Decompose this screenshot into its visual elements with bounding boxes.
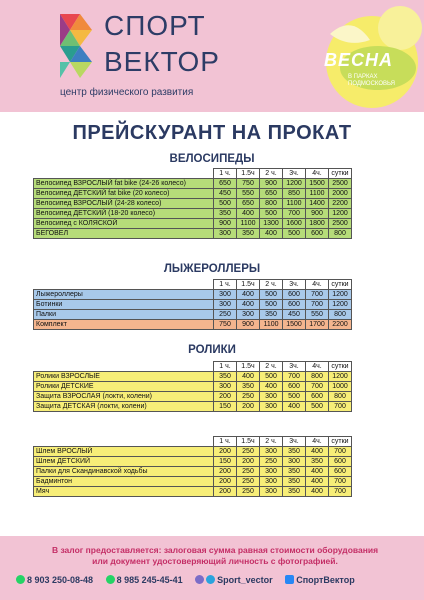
price-cell: 650: [237, 199, 260, 209]
column-header: сутки: [329, 437, 352, 447]
column-header: 1 ч.: [214, 362, 237, 372]
deposit-note-line2: или документ удостоверяющий личность с фотографией.: [92, 556, 338, 566]
column-header: 3ч.: [283, 169, 306, 179]
header-blank: [34, 280, 214, 290]
price-cell: 150: [214, 402, 237, 412]
column-header: 1.5ч: [237, 169, 260, 179]
column-header: 1.5ч: [237, 437, 260, 447]
item-name: Лыжероллеры: [34, 290, 214, 300]
table-row: [34, 447, 352, 457]
header-banner: [0, 0, 424, 112]
price-cell: 500: [214, 199, 237, 209]
section-title-bikes: ВЕЛОСИПЕДЫ: [169, 153, 255, 165]
price-cell: 800: [329, 310, 352, 320]
price-cell: 800: [329, 392, 352, 402]
item-name: Велосипед ВЗРОСЛЫЙ (24-28 колесо): [34, 199, 214, 209]
price-cell: 850: [283, 189, 306, 199]
price-cell: 900: [237, 320, 260, 330]
price-cell: 250: [260, 457, 283, 467]
price-cell: 1500: [306, 179, 329, 189]
column-header: 1 ч.: [214, 280, 237, 290]
price-cell: 1800: [306, 219, 329, 229]
price-cell: 600: [306, 392, 329, 402]
column-header: 1.5ч: [237, 280, 260, 290]
price-cell: 300: [214, 290, 237, 300]
price-cell: 650: [260, 189, 283, 199]
price-cell: 700: [283, 372, 306, 382]
price-cell: 300: [260, 402, 283, 412]
price-cell: 1500: [283, 320, 306, 330]
price-cell: 500: [283, 229, 306, 239]
price-cell: 400: [260, 229, 283, 239]
table-row: [34, 219, 352, 229]
price-cell: 1200: [329, 209, 352, 219]
table-header-row: [34, 280, 352, 290]
price-cell: 2500: [329, 219, 352, 229]
item-name: Шлем ВРОСЛЫЙ: [34, 447, 214, 457]
price-cell: 300: [214, 382, 237, 392]
price-cell: 200: [214, 487, 237, 497]
price-cell: 1200: [329, 290, 352, 300]
item-name: Защита ВЗРОСЛАЯ (локти, колени): [34, 392, 214, 402]
price-cell: 350: [260, 310, 283, 320]
item-name: Ролики ДЕТСКИЕ: [34, 382, 214, 392]
price-cell: 900: [260, 179, 283, 189]
table-row: [34, 467, 352, 477]
event-title: ВЕСНА: [324, 50, 394, 70]
table-header-row: [34, 362, 352, 372]
table-row: [34, 392, 352, 402]
price-cell: 1200: [329, 300, 352, 310]
telegram-text: Sport_vector: [217, 575, 273, 585]
price-cell: 300: [260, 477, 283, 487]
item-name: Велосипед ДЕТСКИЙ fat bike (20 колесо): [34, 189, 214, 199]
price-cell: 600: [329, 467, 352, 477]
price-cell: 750: [214, 320, 237, 330]
price-cell: 200: [214, 477, 237, 487]
item-name: Ролики ВЗРОСЛЫЕ: [34, 372, 214, 382]
phone1-text: 8 903 250-08-48: [27, 575, 94, 585]
item-name: Велосипед ВЗРОСЛЫЙ fat bike (24-26 колесо): [34, 179, 214, 189]
deposit-note: [30, 545, 400, 567]
price-cell: 2000: [329, 189, 352, 199]
table-row: [34, 209, 352, 219]
vk-text: СпортВектор: [296, 575, 355, 585]
price-cell: 350: [237, 382, 260, 392]
table-row: [34, 487, 352, 497]
price-cell: 700: [306, 382, 329, 392]
price-cell: 900: [306, 209, 329, 219]
price-cell: 300: [214, 300, 237, 310]
column-header: 1 ч.: [214, 437, 237, 447]
price-cell: 450: [283, 310, 306, 320]
price-cell: 300: [260, 487, 283, 497]
price-cell: 2200: [329, 320, 352, 330]
column-header: 3ч.: [283, 280, 306, 290]
item-name: Велосипед ДЕТСКИЙ (18-20 колесо): [34, 209, 214, 219]
price-cell: 150: [214, 457, 237, 467]
brand-name-line2: ВЕКТОР: [104, 46, 220, 77]
price-cell: 500: [260, 209, 283, 219]
price-cell: 200: [214, 447, 237, 457]
price-cell: 600: [283, 382, 306, 392]
price-cell: 350: [283, 487, 306, 497]
whatsapp-icon: [106, 575, 115, 584]
misc-table: [33, 436, 352, 497]
column-header: 4ч.: [306, 280, 329, 290]
contact-telegram[interactable]: [195, 575, 273, 585]
price-cell: 800: [329, 229, 352, 239]
event-subtitle-line2: ПОДМОСКОВЬЯ: [348, 81, 396, 87]
table-header-row: [34, 169, 352, 179]
column-header: сутки: [329, 169, 352, 179]
table-row: [34, 189, 352, 199]
price-cell: 1000: [329, 382, 352, 392]
column-header: 2 ч.: [260, 280, 283, 290]
price-cell: 1600: [283, 219, 306, 229]
contact-phone2[interactable]: [106, 575, 183, 585]
price-cell: 450: [214, 189, 237, 199]
price-cell: 1400: [306, 199, 329, 209]
whatsapp-icon: [16, 575, 25, 584]
price-cell: 500: [283, 392, 306, 402]
price-cell: 250: [237, 477, 260, 487]
column-header: 2 ч.: [260, 169, 283, 179]
bikes-table: [33, 168, 352, 239]
table-row: [34, 290, 352, 300]
price-cell: 2500: [329, 179, 352, 189]
price-cell: 700: [329, 487, 352, 497]
price-cell: 500: [260, 290, 283, 300]
price-cell: 700: [283, 209, 306, 219]
price-cell: 350: [214, 372, 237, 382]
table-row: [34, 229, 352, 239]
header-blank: [34, 169, 214, 179]
column-header: 3ч.: [283, 362, 306, 372]
item-name: Палки: [34, 310, 214, 320]
item-name: Мяч: [34, 487, 214, 497]
table-row: [34, 300, 352, 310]
price-cell: 2200: [329, 199, 352, 209]
price-cell: 400: [237, 372, 260, 382]
section-title-rollers: РОЛИКИ: [188, 344, 236, 356]
price-cell: 400: [237, 300, 260, 310]
price-cell: 700: [329, 447, 352, 457]
price-cell: 550: [306, 310, 329, 320]
price-cell: 650: [214, 179, 237, 189]
price-cell: 300: [214, 229, 237, 239]
price-cell: 400: [237, 290, 260, 300]
contacts-bar: [16, 575, 416, 585]
price-cell: 200: [237, 457, 260, 467]
price-cell: 600: [283, 300, 306, 310]
price-cell: 200: [237, 402, 260, 412]
deposit-note-line1: В залог предоставляется: залоговая сумма равная стоимости оборудования: [51, 545, 379, 555]
phone2-text: 8 985 245-45-41: [116, 575, 183, 585]
table-row: [34, 477, 352, 487]
price-cell: 900: [214, 219, 237, 229]
table-row: [34, 372, 352, 382]
table-row: [34, 199, 352, 209]
header-blank: [34, 362, 214, 372]
price-cell: 250: [214, 310, 237, 320]
column-header: сутки: [329, 280, 352, 290]
price-cell: 550: [237, 189, 260, 199]
price-cell: 600: [329, 457, 352, 467]
price-cell: 200: [214, 467, 237, 477]
item-name: Палки для Скандинавской ходьбы: [34, 467, 214, 477]
item-name: БЕГОВЕЛ: [34, 229, 214, 239]
price-cell: 250: [237, 487, 260, 497]
column-header: сутки: [329, 362, 352, 372]
column-header: 3ч.: [283, 437, 306, 447]
price-cell: 750: [237, 179, 260, 189]
brand-name-line1: СПОРТ: [104, 10, 206, 41]
event-subtitle-line1: В ПАРКАХ: [348, 74, 378, 80]
price-cell: 1200: [329, 372, 352, 382]
price-cell: 300: [283, 457, 306, 467]
price-cell: 1100: [260, 320, 283, 330]
price-cell: 400: [306, 467, 329, 477]
price-cell: 400: [306, 487, 329, 497]
column-header: 2 ч.: [260, 362, 283, 372]
price-cell: 350: [283, 477, 306, 487]
price-cell: 1100: [306, 189, 329, 199]
price-cell: 200: [214, 392, 237, 402]
contact-vk[interactable]: [285, 575, 355, 585]
price-cell: 250: [237, 467, 260, 477]
item-name: Защита ДЕТСКАЯ (локти, колени): [34, 402, 214, 412]
table-row-total: [34, 320, 352, 330]
price-cell: 400: [306, 447, 329, 457]
item-name: Шлем ДЕТСКИЙ: [34, 457, 214, 467]
messenger-icon: [195, 575, 204, 584]
contact-phone1[interactable]: [16, 575, 93, 585]
price-cell: 350: [306, 457, 329, 467]
table-row: [34, 310, 352, 320]
table-row: [34, 402, 352, 412]
price-cell: 300: [260, 392, 283, 402]
table-row: [34, 382, 352, 392]
price-cell: 300: [260, 447, 283, 457]
column-header: 1 ч.: [214, 169, 237, 179]
price-cell: 600: [283, 290, 306, 300]
price-cell: 1100: [283, 199, 306, 209]
price-cell: 250: [237, 392, 260, 402]
table-row: [34, 179, 352, 189]
skirollers-table: [33, 279, 352, 330]
price-cell: 350: [283, 447, 306, 457]
price-cell: 1200: [283, 179, 306, 189]
price-cell: 400: [306, 477, 329, 487]
column-header: 4ч.: [306, 362, 329, 372]
item-name: Комплект: [34, 320, 214, 330]
brand-subtitle: центр физического развития: [60, 87, 194, 98]
price-cell: 1100: [237, 219, 260, 229]
column-header: 4ч.: [306, 169, 329, 179]
price-cell: 350: [214, 209, 237, 219]
price-cell: 1700: [306, 320, 329, 330]
price-cell: 400: [237, 209, 260, 219]
logo-icon: [56, 10, 96, 80]
price-cell: 250: [237, 447, 260, 457]
header-blank: [34, 437, 214, 447]
column-header: 1.5ч: [237, 362, 260, 372]
price-cell: 800: [306, 372, 329, 382]
price-cell: 300: [260, 467, 283, 477]
price-cell: 300: [237, 310, 260, 320]
price-cell: 700: [306, 300, 329, 310]
price-cell: 500: [260, 300, 283, 310]
price-cell: 500: [306, 402, 329, 412]
page-title: ПРЕЙСКУРАНТ НА ПРОКАТ: [72, 122, 352, 144]
item-name: Ботинки: [34, 300, 214, 310]
price-cell: 600: [306, 229, 329, 239]
column-header: 4ч.: [306, 437, 329, 447]
section-title-skirollers: ЛЫЖЕРОЛЛЕРЫ: [163, 263, 261, 275]
vk-icon: [285, 575, 294, 584]
price-cell: 1300: [260, 219, 283, 229]
column-header: 2 ч.: [260, 437, 283, 447]
item-name: Велосипед с КОЛЯСКОЙ: [34, 219, 214, 229]
item-name: Бадминтон: [34, 477, 214, 487]
price-cell: 350: [283, 467, 306, 477]
price-cell: 400: [283, 402, 306, 412]
price-cell: 400: [260, 382, 283, 392]
rollers-table: [33, 361, 352, 412]
price-cell: 700: [329, 477, 352, 487]
price-cell: 350: [237, 229, 260, 239]
price-cell: 500: [260, 372, 283, 382]
price-cell: 800: [260, 199, 283, 209]
telegram-icon: [206, 575, 215, 584]
event-subtitle: [348, 74, 395, 88]
table-row: [34, 457, 352, 467]
price-cell: 700: [329, 402, 352, 412]
table-header-row: [34, 437, 352, 447]
price-cell: 700: [306, 290, 329, 300]
